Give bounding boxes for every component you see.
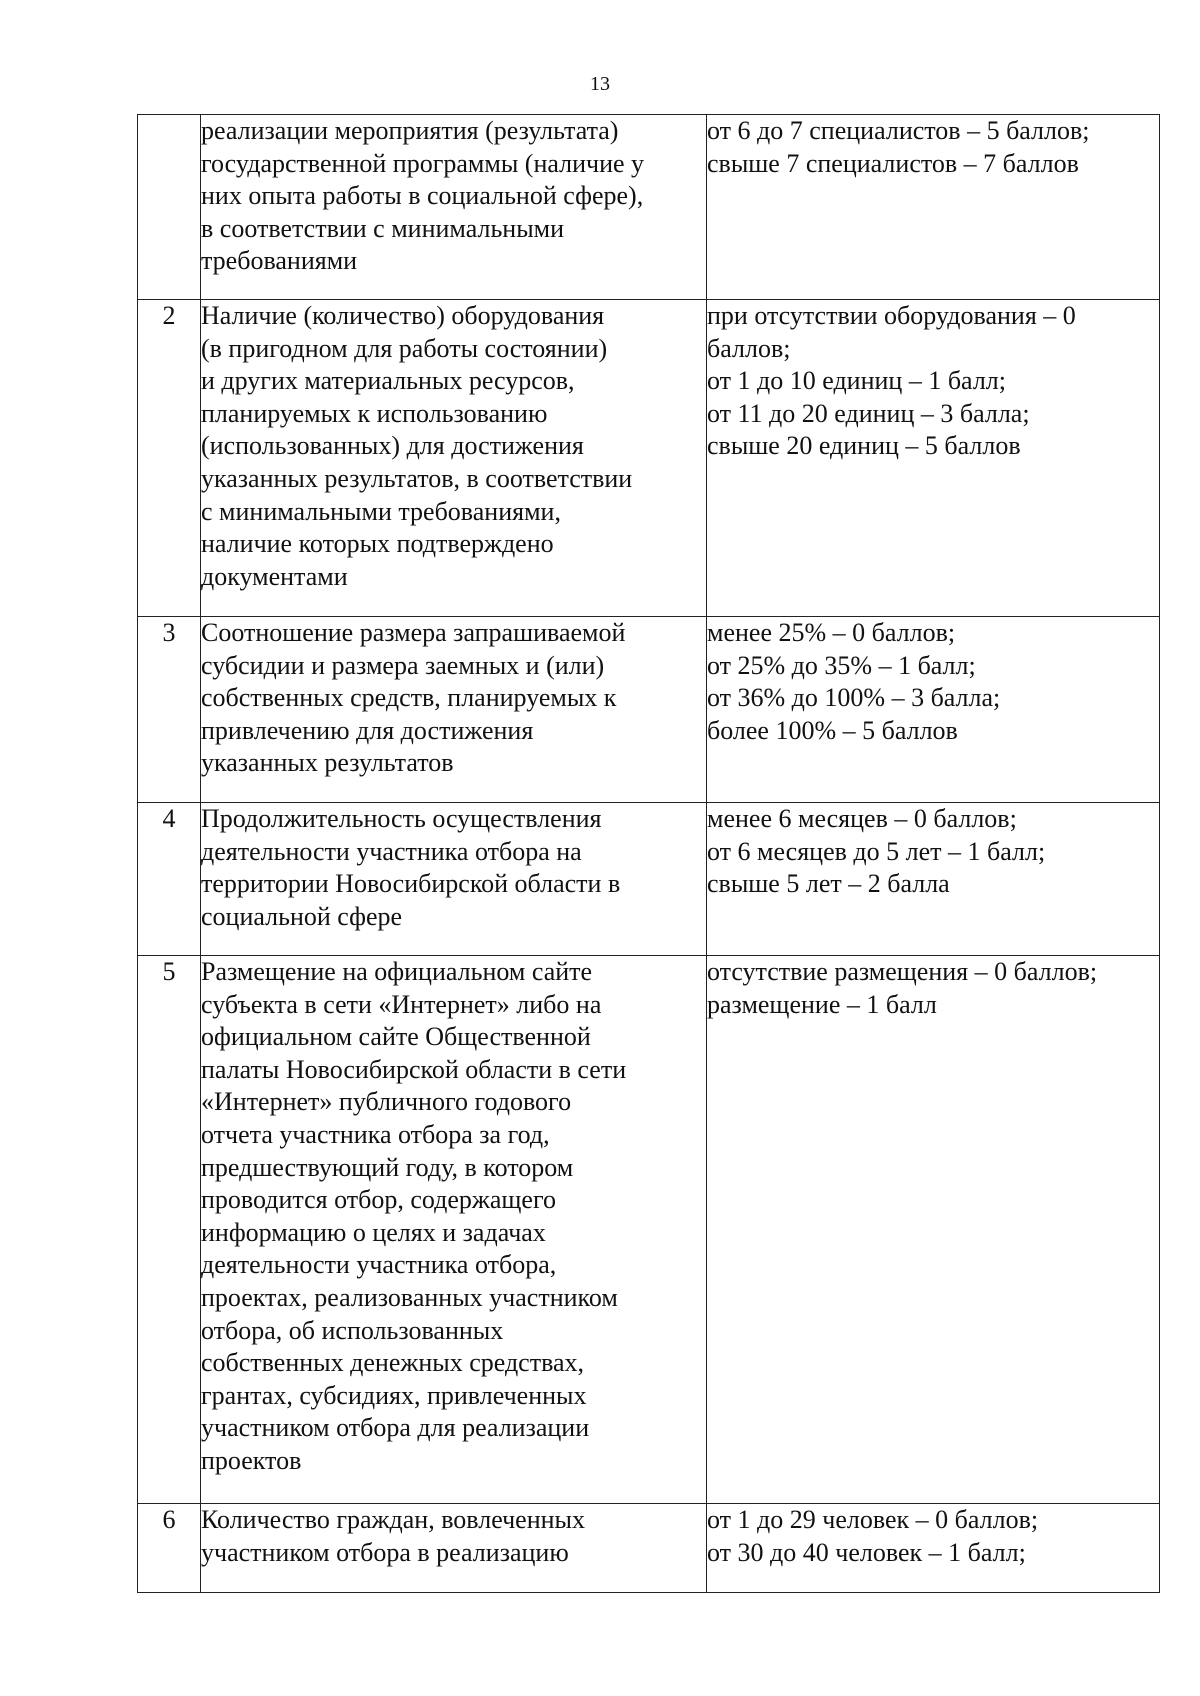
criterion-line: «Интернет» публичного годового bbox=[201, 1087, 572, 1117]
scoring-line: свыше 7 специалистов – 7 баллов bbox=[707, 148, 1079, 178]
page-number: 13 bbox=[590, 73, 610, 95]
row-number bbox=[138, 115, 201, 300]
scoring-line: от 11 до 20 единиц – 3 балла; bbox=[707, 398, 1030, 428]
scoring-line: отсутствие размещения – 0 баллов; bbox=[707, 957, 1098, 986]
criterion-line: отбора, об использованных bbox=[201, 1315, 504, 1345]
criterion-line: Соотношение размера запрашиваемой bbox=[201, 618, 626, 647]
row-number: 4 bbox=[138, 803, 201, 956]
scoring-cell bbox=[707, 300, 1160, 617]
scoring-cell bbox=[707, 803, 1160, 956]
row-number: 5 bbox=[138, 956, 201, 1504]
scoring-cell bbox=[707, 617, 1160, 803]
criterion-line: предшествующий году, в котором bbox=[201, 1152, 574, 1182]
scoring-line: менее 6 месяцев – 0 баллов; bbox=[707, 804, 1017, 833]
scoring-line: свыше 20 единиц – 5 баллов bbox=[707, 431, 1021, 461]
criterion-line: социальной сфере bbox=[201, 901, 403, 931]
criterion-line: (использованных) для достижения bbox=[201, 431, 584, 461]
criterion-line: субсидии и размера заемных и (или) bbox=[201, 650, 605, 680]
criteria-table bbox=[137, 114, 1160, 1593]
scoring-line: от 6 месяцев до 5 лет – 1 балл; bbox=[707, 836, 1046, 866]
criterion-line: Продолжительность осуществления bbox=[201, 804, 602, 833]
criterion-line: и других материальных ресурсов, bbox=[201, 366, 575, 396]
criterion-line: субъекта в сети «Интернет» либо на bbox=[201, 989, 602, 1019]
criterion-line: указанных результатов bbox=[201, 748, 454, 778]
criterion-line: проектах, реализованных участником bbox=[201, 1282, 618, 1312]
scoring-line: от 1 до 29 человек – 0 баллов; bbox=[707, 1505, 1039, 1534]
criterion-line: с минимальными требованиями, bbox=[201, 496, 561, 526]
criterion-line: в соответствии с минимальными bbox=[201, 213, 565, 243]
table-row bbox=[138, 617, 1160, 803]
criterion-line: (в пригодном для работы состоянии) bbox=[201, 333, 608, 363]
criterion-line: проводится отбор, содержащего bbox=[201, 1185, 556, 1215]
table-row bbox=[138, 300, 1160, 617]
scoring-line: от 36% до 100% – 3 балла; bbox=[707, 683, 1001, 713]
criterion-line: информацию о целях и задачах bbox=[201, 1217, 546, 1247]
criterion-line: участником отбора для реализации bbox=[201, 1413, 590, 1443]
criterion-line: грантах, субсидиях, привлеченных bbox=[201, 1380, 587, 1410]
table-row bbox=[138, 956, 1160, 1504]
criterion-line: палаты Новосибирской области в сети bbox=[201, 1054, 627, 1084]
criterion-line: Количество граждан, вовлеченных bbox=[201, 1505, 586, 1534]
criterion-line: привлечению для достижения bbox=[201, 715, 534, 745]
scoring-line: свыше 5 лет – 2 балла bbox=[707, 869, 950, 899]
criterion-line: требованиями bbox=[201, 246, 358, 276]
scoring-line: от 6 до 7 специалистов – 5 баллов; bbox=[707, 116, 1090, 145]
row-number: 2 bbox=[138, 300, 201, 617]
criterion-line: реализации мероприятия (результата) bbox=[201, 116, 619, 145]
criterion-line: Размещение на официальном сайте bbox=[201, 957, 593, 986]
criterion-cell bbox=[201, 803, 707, 956]
criterion-line: документами bbox=[201, 561, 348, 591]
criterion-line: указанных результатов, в соответствии bbox=[201, 463, 633, 493]
scoring-cell bbox=[707, 956, 1160, 1504]
scoring-cell bbox=[707, 115, 1160, 300]
criterion-line: государственной программы (наличие у bbox=[201, 148, 645, 178]
criterion-line: планируемых к использованию bbox=[201, 398, 548, 428]
criterion-line: официальном сайте Общественной bbox=[201, 1022, 591, 1052]
criterion-line: территории Новосибирской области в bbox=[201, 869, 621, 899]
row-number: 6 bbox=[138, 1504, 201, 1593]
criterion-line: деятельности участника отбора, bbox=[201, 1250, 557, 1280]
criterion-cell bbox=[201, 617, 707, 803]
criterion-cell bbox=[201, 300, 707, 617]
scoring-cell bbox=[707, 1504, 1160, 1593]
scoring-line: от 25% до 35% – 1 балл; bbox=[707, 650, 976, 680]
criterion-line: наличие которых подтверждено bbox=[201, 529, 554, 559]
criterion-line: собственных средств, планируемых к bbox=[201, 683, 617, 713]
criterion-line: собственных денежных средствах, bbox=[201, 1348, 585, 1378]
row-number: 3 bbox=[138, 617, 201, 803]
scoring-line: от 1 до 10 единиц – 1 балл; bbox=[707, 366, 1006, 396]
criterion-cell bbox=[201, 1504, 707, 1593]
criterion-line: них опыта работы в социальной сфере), bbox=[201, 181, 644, 211]
criterion-cell bbox=[201, 115, 707, 300]
criterion-line: деятельности участника отбора на bbox=[201, 836, 582, 866]
scoring-line: при отсутствии оборудования – 0 bbox=[707, 301, 1076, 330]
scoring-line: от 30 до 40 человек – 1 балл; bbox=[707, 1537, 1026, 1567]
table-row bbox=[138, 1504, 1160, 1593]
scoring-line: более 100% – 5 баллов bbox=[707, 715, 958, 745]
criterion-line: проектов bbox=[201, 1445, 302, 1475]
scoring-line: баллов; bbox=[707, 333, 791, 363]
criterion-line: отчета участника отбора за год, bbox=[201, 1119, 550, 1149]
table-row bbox=[138, 803, 1160, 956]
criterion-cell bbox=[201, 956, 707, 1504]
criterion-line: участником отбора в реализацию bbox=[201, 1537, 569, 1567]
scoring-line: размещение – 1 балл bbox=[707, 989, 937, 1019]
criterion-line: Наличие (количество) оборудования bbox=[201, 301, 605, 330]
scoring-line: менее 25% – 0 баллов; bbox=[707, 618, 956, 647]
table-row bbox=[138, 115, 1160, 300]
